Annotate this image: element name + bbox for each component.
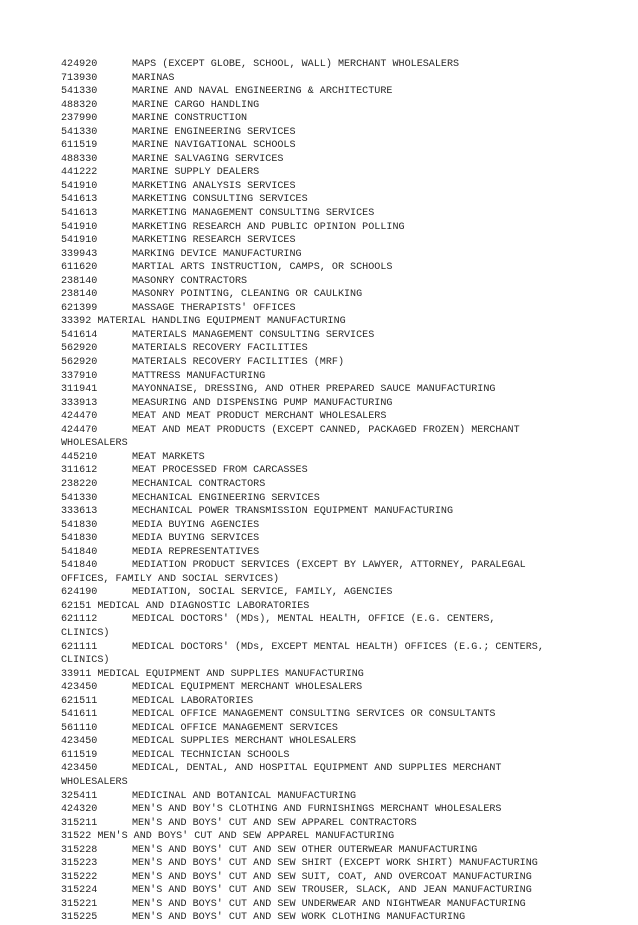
list-item — [61, 248, 581, 262]
industry-description: MEN'S AND BOYS' CUT AND SEW WORK CLOTHING MANUFACTURING — [132, 912, 466, 924]
industry-description: MASSAGE THERAPISTS' OFFICES — [132, 302, 296, 314]
naics-code: 424920 — [61, 59, 98, 70]
list-item — [61, 776, 581, 790]
industry-description: MEDICAL, DENTAL, AND HOSPITAL EQUIPMENT AND SUPPLIES MERCHANT — [132, 763, 502, 775]
list-item — [61, 126, 581, 140]
list-item — [61, 735, 581, 749]
naics-code: 541910 — [61, 221, 98, 233]
naics-code: 713930 — [61, 72, 98, 84]
naics-code: 541910 — [61, 235, 98, 247]
industry-description: MECHANICAL CONTRACTORS — [132, 478, 266, 490]
naics-code: 541840 — [61, 560, 98, 572]
list-item — [61, 573, 581, 587]
naics-code: 562920 — [61, 343, 98, 355]
list-item — [61, 708, 581, 722]
list-item — [61, 112, 581, 126]
industry-description: MEDICAL OFFICE MANAGEMENT CONSULTING SERVICES OR CONSULTANTS — [132, 709, 496, 721]
list-item — [61, 261, 581, 275]
list-item — [61, 871, 581, 885]
industry-description: MARINE CONSTRUCTION — [132, 113, 248, 125]
list-item — [61, 437, 581, 451]
list-item — [61, 342, 581, 356]
naics-code: 541330 — [61, 86, 98, 98]
industry-description: MECHANICAL ENGINEERING SERVICES — [132, 492, 320, 504]
list-item — [61, 193, 581, 207]
list-item — [61, 356, 581, 370]
naics-code: 315223 — [61, 858, 98, 870]
industry-description: MEDICAL DOCTORS' (MDs, EXCEPT MENTAL HEALTH) OFFICES (E.G.; CENTERS, — [132, 641, 544, 653]
list-item — [61, 803, 581, 817]
list-item — [61, 613, 581, 627]
list-item — [61, 153, 581, 167]
industry-description: MARKETING ANALYSIS SERVICES — [132, 180, 296, 192]
industry-description: WHOLESALERS — [61, 438, 128, 450]
naics-code: 238140 — [61, 289, 98, 301]
list-item — [61, 58, 581, 72]
industry-description: MARKETING RESEARCH SERVICES — [132, 235, 296, 247]
industry-description: CLINICS) — [61, 655, 110, 667]
list-item — [61, 410, 581, 424]
list-item — [61, 72, 581, 86]
industry-description: MEASURING AND DISPENSING PUMP MANUFACTURING — [132, 397, 393, 409]
industry-description: MEDICAL LABORATORIES — [132, 695, 254, 707]
list-item — [61, 370, 581, 384]
list-item — [61, 478, 581, 492]
list-item — [61, 85, 581, 99]
list-item — [61, 817, 581, 831]
naics-code: 237990 — [61, 113, 98, 125]
naics-code: 311612 — [61, 465, 98, 477]
industry-description: MARTIAL ARTS INSTRUCTION, CAMPS, OR SCHOOLS — [132, 262, 393, 274]
naics-code: 541613 — [61, 208, 98, 220]
list-item — [61, 329, 581, 343]
industry-description: MEDIA BUYING SERVICES — [132, 533, 260, 545]
list-item — [61, 288, 581, 302]
industry-description: MARINE AND NAVAL ENGINEERING & ARCHITECTURE — [132, 86, 393, 98]
list-item — [61, 302, 581, 316]
industry-description: MEDIATION PRODUCT SERVICES (EXCEPT BY LAWYER, ATTORNEY, PARALEGAL — [132, 560, 526, 572]
list-item — [61, 762, 581, 776]
industry-description: MATERIALS MANAGEMENT CONSULTING SERVICES — [132, 329, 375, 341]
list-item — [61, 844, 581, 858]
naics-code: 315224 — [61, 885, 98, 897]
list-item — [61, 424, 581, 438]
industry-description: MEDICINAL AND BOTANICAL MANUFACTURING — [132, 790, 357, 802]
industry-description: MARKETING CONSULTING SERVICES — [132, 194, 308, 206]
industry-description: MARKETING MANAGEMENT CONSULTING SERVICES — [132, 208, 375, 220]
list-item — [61, 464, 581, 478]
naics-code: 621111 — [61, 641, 98, 653]
industry-description: MATTRESS MANUFACTURING — [132, 370, 266, 382]
industry-description: MEDIA BUYING AGENCIES — [132, 519, 260, 531]
list-item — [61, 492, 581, 506]
naics-code: 541614 — [61, 329, 98, 341]
industry-description: MASONRY POINTING, CLEANING OR CAULKING — [132, 289, 363, 301]
list-item — [61, 600, 581, 614]
industry-description: MEAT AND MEAT PRODUCTS (EXCEPT CANNED, PACKAGED FROZEN) MERCHANT — [132, 424, 520, 436]
industry-description: CLINICS) — [61, 627, 110, 639]
industry-description: MEDIATION, SOCIAL SERVICE, FAMILY, AGENCIES — [132, 587, 393, 599]
naics-code: 624190 — [61, 587, 98, 599]
industry-description: MEAT PROCESSED FROM CARCASSES — [132, 465, 308, 477]
naics-code: 337910 — [61, 370, 98, 382]
industry-description: MEDICAL SUPPLIES MERCHANT WHOLESALERS — [132, 736, 357, 748]
list-item — [61, 586, 581, 600]
naics-code: 315225 — [61, 912, 98, 924]
industry-description: OFFICES, FAMILY AND SOCIAL SERVICES) — [61, 573, 280, 585]
industry-description: MATERIALS RECOVERY FACILITIES — [132, 343, 308, 355]
naics-code: 541613 — [61, 194, 98, 206]
document-page — [61, 58, 581, 925]
list-item — [61, 99, 581, 113]
naics-code: 445210 — [61, 451, 98, 463]
naics-code: 611519 — [61, 140, 98, 152]
list-item — [61, 668, 581, 682]
naics-code: 621399 — [61, 302, 98, 314]
industry-description: MEAT MARKETS — [132, 451, 205, 463]
industry-description: 33392 MATERIAL HANDLING EQUIPMENT MANUFACTURING — [61, 316, 346, 328]
list-item — [61, 559, 581, 573]
naics-code: 441222 — [61, 167, 98, 179]
list-item — [61, 451, 581, 465]
naics-code: 311941 — [61, 384, 98, 396]
list-item — [61, 654, 581, 668]
naics-code: 611620 — [61, 262, 98, 274]
naics-code: 561110 — [61, 722, 98, 734]
industry-description: MARKING DEVICE MANUFACTURING — [132, 248, 302, 260]
naics-code: 333913 — [61, 397, 98, 409]
naics-code: 315211 — [61, 817, 98, 829]
industry-description: MEN'S AND BOYS' CUT AND SEW TROUSER, SLACK, AND JEAN MANUFACTURING — [132, 885, 532, 897]
list-item — [61, 911, 581, 925]
industry-description: MEN'S AND BOYS' CUT AND SEW SHIRT (EXCEPT WORK SHIRT) MANUFACTURING — [132, 858, 538, 870]
industry-description: MEN'S AND BOYS' CUT AND SEW SUIT, COAT, AND OVERCOAT MANUFACTURING — [132, 871, 532, 883]
list-item — [61, 898, 581, 912]
naics-code: 339943 — [61, 248, 98, 260]
industry-description: MAYONNAISE, DRESSING, AND OTHER PREPARED SAUCE MANUFACTURING — [132, 384, 496, 396]
list-item — [61, 519, 581, 533]
naics-code: 611519 — [61, 749, 98, 761]
industry-description: MEAT AND MEAT PRODUCT MERCHANT WHOLESALERS — [132, 411, 387, 423]
industry-description: MARINE SUPPLY DEALERS — [132, 167, 260, 179]
list-item — [61, 315, 581, 329]
naics-code: 315221 — [61, 898, 98, 910]
list-item — [61, 695, 581, 709]
industry-description: 33911 MEDICAL EQUIPMENT AND SUPPLIES MANUFACTURING — [61, 668, 364, 680]
list-item — [61, 207, 581, 221]
industry-description: MEN'S AND BOYS' CUT AND SEW APPAREL CONTRACTORS — [132, 817, 417, 829]
industry-description: MEN'S AND BOY'S CLOTHING AND FURNISHINGS MERCHANT WHOLESALERS — [132, 804, 502, 816]
list-item — [61, 681, 581, 695]
naics-code: 541830 — [61, 519, 98, 531]
industry-description: MARKETING RESEARCH AND PUBLIC OPINION POLLING — [132, 221, 405, 233]
industry-description: MARINE SALVAGING SERVICES — [132, 153, 284, 165]
industry-description: 62151 MEDICAL AND DIAGNOSTIC LABORATORIES — [61, 600, 310, 612]
naics-code: 424470 — [61, 424, 98, 436]
list-item — [61, 166, 581, 180]
industry-description: MASONRY CONTRACTORS — [132, 275, 248, 287]
naics-code: 541830 — [61, 533, 98, 545]
naics-code: 488330 — [61, 153, 98, 165]
list-item — [61, 139, 581, 153]
list-item — [61, 884, 581, 898]
naics-code: 333613 — [61, 506, 98, 518]
industry-description: MAPS (EXCEPT GLOBE, SCHOOL, WALL) MERCHANT WHOLESALERS — [132, 59, 460, 70]
naics-code: 562920 — [61, 357, 98, 369]
list-item — [61, 641, 581, 655]
naics-code: 541330 — [61, 126, 98, 138]
list-item — [61, 749, 581, 763]
naics-code: 423450 — [61, 763, 98, 775]
industry-description: MEDICAL OFFICE MANAGEMENT SERVICES — [132, 722, 338, 734]
industry-description: MATERIALS RECOVERY FACILITIES (MRF) — [132, 357, 345, 369]
list-item — [61, 275, 581, 289]
list-item — [61, 830, 581, 844]
naics-code: 621112 — [61, 614, 98, 626]
industry-description: MEN'S AND BOYS' CUT AND SEW OTHER OUTERWEAR MANUFACTURING — [132, 844, 478, 856]
naics-code: 325411 — [61, 790, 98, 802]
industry-description: MEDICAL DOCTORS' (MDs), MENTAL HEALTH, OFFICE (E.G. CENTERS, — [132, 614, 496, 626]
list-item — [61, 722, 581, 736]
naics-code: 424320 — [61, 804, 98, 816]
industry-description: MARINAS — [132, 72, 175, 84]
naics-code: 621511 — [61, 695, 98, 707]
naics-code: 315222 — [61, 871, 98, 883]
list-item — [61, 221, 581, 235]
list-item — [61, 790, 581, 804]
naics-code: 541840 — [61, 546, 98, 558]
list-item — [61, 234, 581, 248]
list-item — [61, 532, 581, 546]
naics-code: 541330 — [61, 492, 98, 504]
industry-description: MARINE NAVIGATIONAL SCHOOLS — [132, 140, 296, 152]
industry-description: MARINE CARGO HANDLING — [132, 99, 260, 111]
industry-description: MARINE ENGINEERING SERVICES — [132, 126, 296, 138]
list-item — [61, 627, 581, 641]
naics-code: 423450 — [61, 736, 98, 748]
industry-description: 31522 MEN'S AND BOYS' CUT AND SEW APPAREL MANUFACTURING — [61, 831, 395, 843]
list-item — [61, 180, 581, 194]
list-item — [61, 383, 581, 397]
industry-description: WHOLESALERS — [61, 776, 128, 788]
list-item — [61, 397, 581, 411]
naics-code: 238220 — [61, 478, 98, 490]
industry-description: MEDIA REPRESENTATIVES — [132, 546, 260, 558]
list-item — [61, 505, 581, 519]
industry-description: MEDICAL TECHNICIAN SCHOOLS — [132, 749, 290, 761]
list-item — [61, 857, 581, 871]
naics-code: 315228 — [61, 844, 98, 856]
naics-code: 541611 — [61, 709, 98, 721]
naics-code: 238140 — [61, 275, 98, 287]
naics-code: 424470 — [61, 411, 98, 423]
naics-code: 488320 — [61, 99, 98, 111]
naics-code: 423450 — [61, 682, 98, 694]
industry-description: MEDICAL EQUIPMENT MERCHANT WHOLESALERS — [132, 682, 363, 694]
industry-description: MECHANICAL POWER TRANSMISSION EQUIPMENT MANUFACTURING — [132, 506, 454, 518]
naics-code: 541910 — [61, 180, 98, 192]
list-item — [61, 546, 581, 560]
industry-description: MEN'S AND BOYS' CUT AND SEW UNDERWEAR AND NIGHTWEAR MANUFACTURING — [132, 898, 526, 910]
